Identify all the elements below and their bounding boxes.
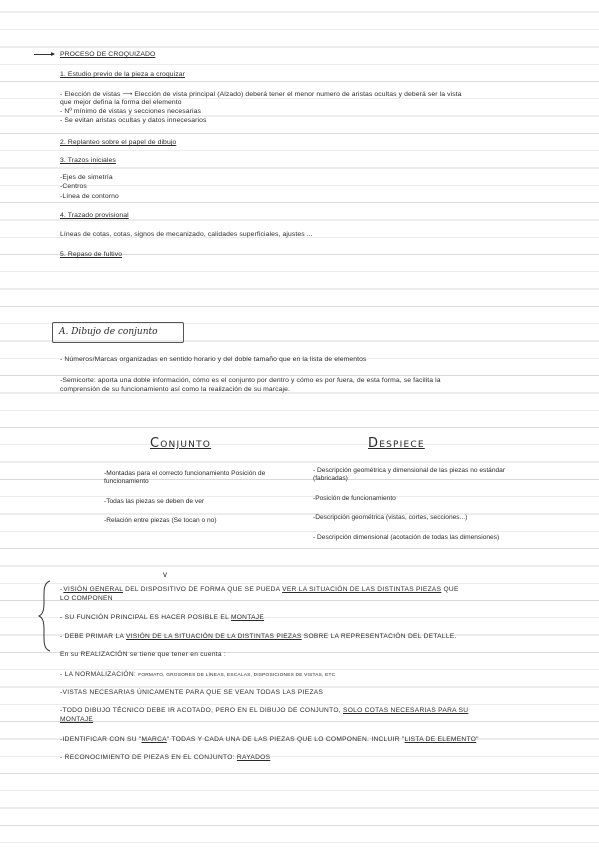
symmetry-axes: -Ejes de simetría bbox=[60, 174, 113, 181]
dimensioning-line2: MONTAJE bbox=[60, 716, 94, 723]
recognize-pieces: - RECONOCIMIENTO DE PIEZAS EN EL CONJUNTO: RAYADOS bbox=[60, 754, 271, 761]
step-3: 3. Trazos iniciales bbox=[60, 157, 116, 164]
avoid-hidden: - Se evitan aristas ocultas y datos innecesarios bbox=[60, 117, 207, 124]
despiece-item-4: - Descripción dimensional (acotación de todas las dimensiones) bbox=[313, 534, 500, 541]
realization: En su REALIZACIÓN se tiene que tener en cuenta : bbox=[60, 651, 227, 658]
step-2: 2. Replanteo sobre el papel de dibujo bbox=[60, 139, 177, 146]
conjunto-item-2: -Todas las piezas se deben de ver bbox=[104, 498, 205, 505]
contour-line: -Línea de contorno bbox=[60, 193, 119, 200]
assembly-drawing-box bbox=[52, 322, 184, 343]
conjunto-item-1: -Montadas para el correcto funcionamiento Posición de funcionamiento bbox=[104, 470, 266, 485]
min-views: - Nº mínimo de vistas y secciones necesarias bbox=[60, 108, 201, 115]
despiece-item-2: -Posición de funcionamiento bbox=[313, 495, 396, 502]
main-function: - SU FUNCIÓN PRINCIPAL ES HACER POSIBLE EL MONTAJE bbox=[60, 614, 265, 621]
step-1: 1. Estudio previo de la pieza a croquizar bbox=[60, 71, 186, 78]
dimensioning-line1: -TODO DIBUJO TÉCNICO DEBE IR ACOTADO, PERO EN EL DIBUJO DE CONJUNTO, SOLO COTAS NECESARIAS PARA SU bbox=[60, 707, 469, 714]
left-brace-icon bbox=[38, 580, 52, 652]
step-4: 4. Trazado provisional bbox=[60, 212, 129, 219]
semicut-line1: -Semicorte: aporta una doble información, cómo es el conjunto por dentro y cómo es por fuera, de esta forma, se facilita la bbox=[60, 377, 441, 384]
caret-mark: v bbox=[163, 570, 167, 579]
conjunto-title: Conjunto bbox=[150, 436, 212, 451]
necessary-views: -VISTAS NECESARIAS ÚNICAMENTE PARA QUE SE VEAN TODAS LAS PIEZAS bbox=[60, 689, 324, 696]
step-5: 5. Repaso de fultivo bbox=[60, 251, 123, 258]
despiece-item-3: -Descripción geométrica (vistas, cortes, secciones...) bbox=[313, 514, 468, 521]
views-selection-line2: que mejor defina la forma del elemento bbox=[60, 99, 182, 106]
semicut-line2: comprensión de su funcionamiento así como la realización de su marcaje. bbox=[60, 386, 291, 393]
despiece-item-1: - Descripción geométrica y dimensional de las piezas no estándar (fabricadas) bbox=[313, 467, 506, 482]
provisional-text: Líneas de cotas, cotas, signos de mecanizado, calidades superficiales, ajustes ... bbox=[60, 231, 313, 238]
numbers-marks: - Números/Marcas organizadas en sentido horario y del doble tamaño que en la lista de elementos bbox=[60, 356, 367, 363]
assembly-drawing-title: A. Dibujo de conjunto bbox=[59, 327, 158, 337]
process-header: PROCESO DE CROQUIZADO bbox=[60, 51, 156, 58]
views-selection-line1: - Elección de vistas ⟶ Elección de vista principal (Alzado) deberá tener el menor numero de aristas ocultas y deberá ser la vista bbox=[60, 91, 462, 98]
despiece-title: Despiece bbox=[368, 436, 425, 451]
normalization: - LA NORMALIZACIÓN: FORMATO, GROSORES DE LÍNEAS, ESCALAS, DISPOSICIONES DE VISTAS, ETC bbox=[60, 671, 336, 678]
right-arrow-icon bbox=[34, 54, 54, 55]
identify-marks: -IDENTIFICAR CON SU "MARCA" TODAS Y CADA UNA DE LAS PIEZAS QUE LO COMPONEN. INCLUIR "LISTA DE ELEMENTO" bbox=[60, 736, 479, 743]
centers: -Centros bbox=[60, 183, 87, 190]
priority-vision: - DEBE PRIMAR LA VISIÓN DE LA SITUACIÓN DE LA DISTINTAS PIEZAS SOBRE LA REPRESENTACIÓN DEL DETALLE. bbox=[60, 633, 457, 640]
general-vision-line1: - VISIÓN GENERAL DEL DISPOSITIVO DE FORMA QUE SE PUEDA VER LA SITUACIÓN DE LAS DISTINTAS PIEZAS QUE bbox=[60, 586, 459, 593]
general-vision-line2: LO COMPONEN bbox=[60, 595, 113, 602]
conjunto-item-3: -Relación entre piezas (Se tocan o no) bbox=[104, 517, 217, 524]
